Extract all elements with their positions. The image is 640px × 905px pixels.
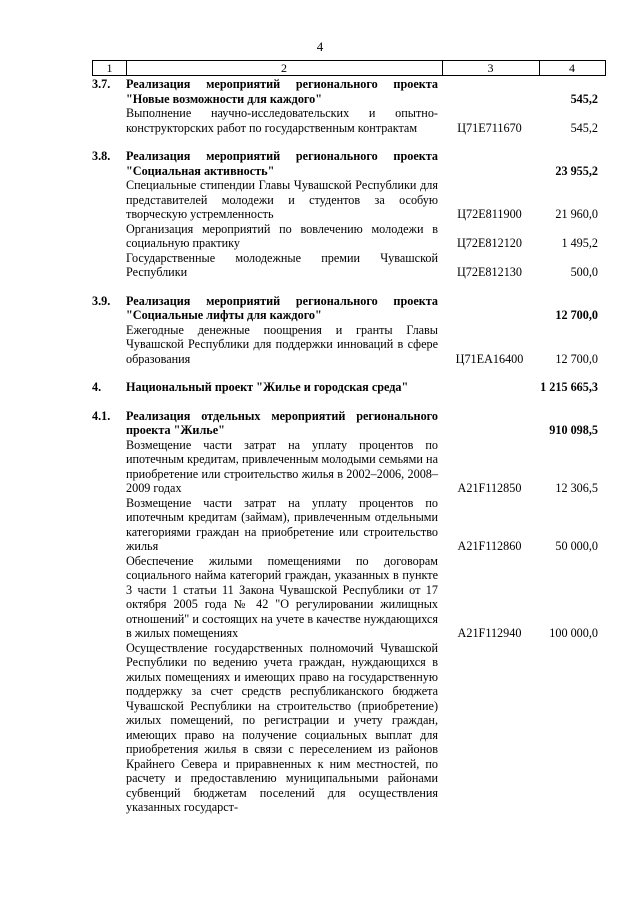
table-row [92, 77, 604, 106]
table-row [92, 641, 604, 815]
row-code: A21F112860 [457, 539, 522, 553]
row-code: A21F112940 [457, 626, 522, 640]
row-amount: 910 098,5 [549, 423, 598, 437]
row-description: Возмещение части затрат на уплату процентов по ипотечным кредитам, привлеченным молодыми семьями на приобретение или строительство жилья в 2002–2006, 2008–2009 годах [126, 437, 438, 495]
row-amount: 21 960,0 [555, 207, 598, 221]
table-row [92, 409, 604, 438]
table-row [92, 554, 604, 641]
table-row [92, 149, 604, 178]
row-amount: 100 000,0 [549, 626, 598, 640]
row-description: Специальные стипендии Главы Чувашской Республики для представителей молодежи и студентов за особую творческую устремленность [126, 178, 438, 221]
row-amount: 1 215 665,3 [540, 380, 598, 394]
page-number: 4 [316, 39, 324, 54]
row-description: Национальный проект "Жилье и городская среда" [126, 380, 409, 394]
row-description: Ежегодные денежные поощрения и гранты Главы Чувашской Республики для поддержки инноваций в сфере образования [126, 322, 438, 366]
row-number: 3.7. [92, 77, 111, 91]
table-row [92, 380, 604, 395]
row-amount: 50 000,0 [555, 539, 598, 553]
table-row [92, 294, 604, 323]
table-row [92, 106, 604, 135]
row-code: Ц72E811900 [457, 207, 522, 221]
row-description: Реализация мероприятий регионального проекта "Новые возможности для каждого" [126, 77, 438, 106]
row-number: 4.1. [92, 408, 111, 423]
row-description: Государственные молодежные премии Чувашской Республики [126, 250, 438, 279]
table-row [92, 438, 604, 496]
row-code: Ц71E711670 [457, 120, 522, 135]
row-amount: 12 700,0 [555, 351, 598, 366]
header-col-2: 2 [281, 61, 287, 75]
row-description: Осуществление государственных полномочий Чувашской Республики по ведению учета граждан, нуждающихся в жилых помещениях и имеющих право на государственную поддержку за счет средств республиканского бюджета Чувашской Республики на строительство (приобретение) жилых помещений, по регистрации и учету граждан, имеющих право на получение социальных выплат для приобретения жилья в связи с переселением из районов Крайнего Севера и приравненных к ним местностей, по расчету и предоставлению муниципальными районами субвенций бюджетам поселений для осуществления указанных государст- [126, 640, 438, 814]
row-description: Реализация мероприятий регионального проекта "Социальная активность" [126, 149, 438, 178]
table-row [92, 222, 604, 251]
row-description: Организация мероприятий по вовлечению молодежи в социальную практику [126, 221, 438, 250]
row-amount: 500,0 [570, 265, 598, 279]
header-col-1: 1 [106, 61, 113, 75]
header-col-4: 4 [569, 61, 575, 75]
row-code: Ц71EA16400 [455, 351, 524, 366]
row-description: Реализация отдельных мероприятий регионального проекта "Жилье" [126, 408, 438, 437]
row-amount: 545,2 [570, 91, 598, 106]
table-row [92, 496, 604, 554]
row-code: Ц72E812130 [457, 265, 522, 279]
row-description: Обеспечение жилыми помещениями по договорам социального найма категорий граждан, указанных в пункте 3 части 1 статьи 11 Закона Чувашской Республики от 17 октября 2005 года № 42 "О регулировании жилищных отношений" и состоящих на учете в качестве нуждающихся в жилых помещениях [126, 553, 438, 640]
row-code: Ц72E812120 [457, 236, 522, 250]
row-amount: 12 700,0 [555, 308, 598, 322]
row-number: 3.9. [92, 293, 111, 308]
row-amount: 23 955,2 [555, 163, 598, 178]
table-header [92, 60, 606, 76]
row-number: 4. [92, 380, 102, 394]
row-description: Выполнение научно-исследовательских и опытно-конструкторских работ по государственным контрактам [126, 106, 438, 135]
row-number: 3.8. [92, 149, 111, 163]
table-row [92, 251, 604, 280]
header-col-3: 3 [487, 61, 494, 75]
row-amount: 12 306,5 [555, 481, 598, 495]
table-row [92, 178, 604, 222]
row-description: Реализация мероприятий регионального проекта "Социальные лифты для каждого" [126, 293, 438, 322]
row-amount: 545,2 [570, 120, 598, 135]
table-row [92, 323, 604, 367]
table-body [92, 77, 604, 815]
row-amount: 1 495,2 [561, 236, 598, 250]
row-description: Возмещение части затрат на уплату процентов по ипотечным кредитам (займам), привлеченным отдельными категориями граждан на приобретение или строительство жилья [126, 495, 438, 553]
row-code: A21F112850 [457, 481, 522, 495]
